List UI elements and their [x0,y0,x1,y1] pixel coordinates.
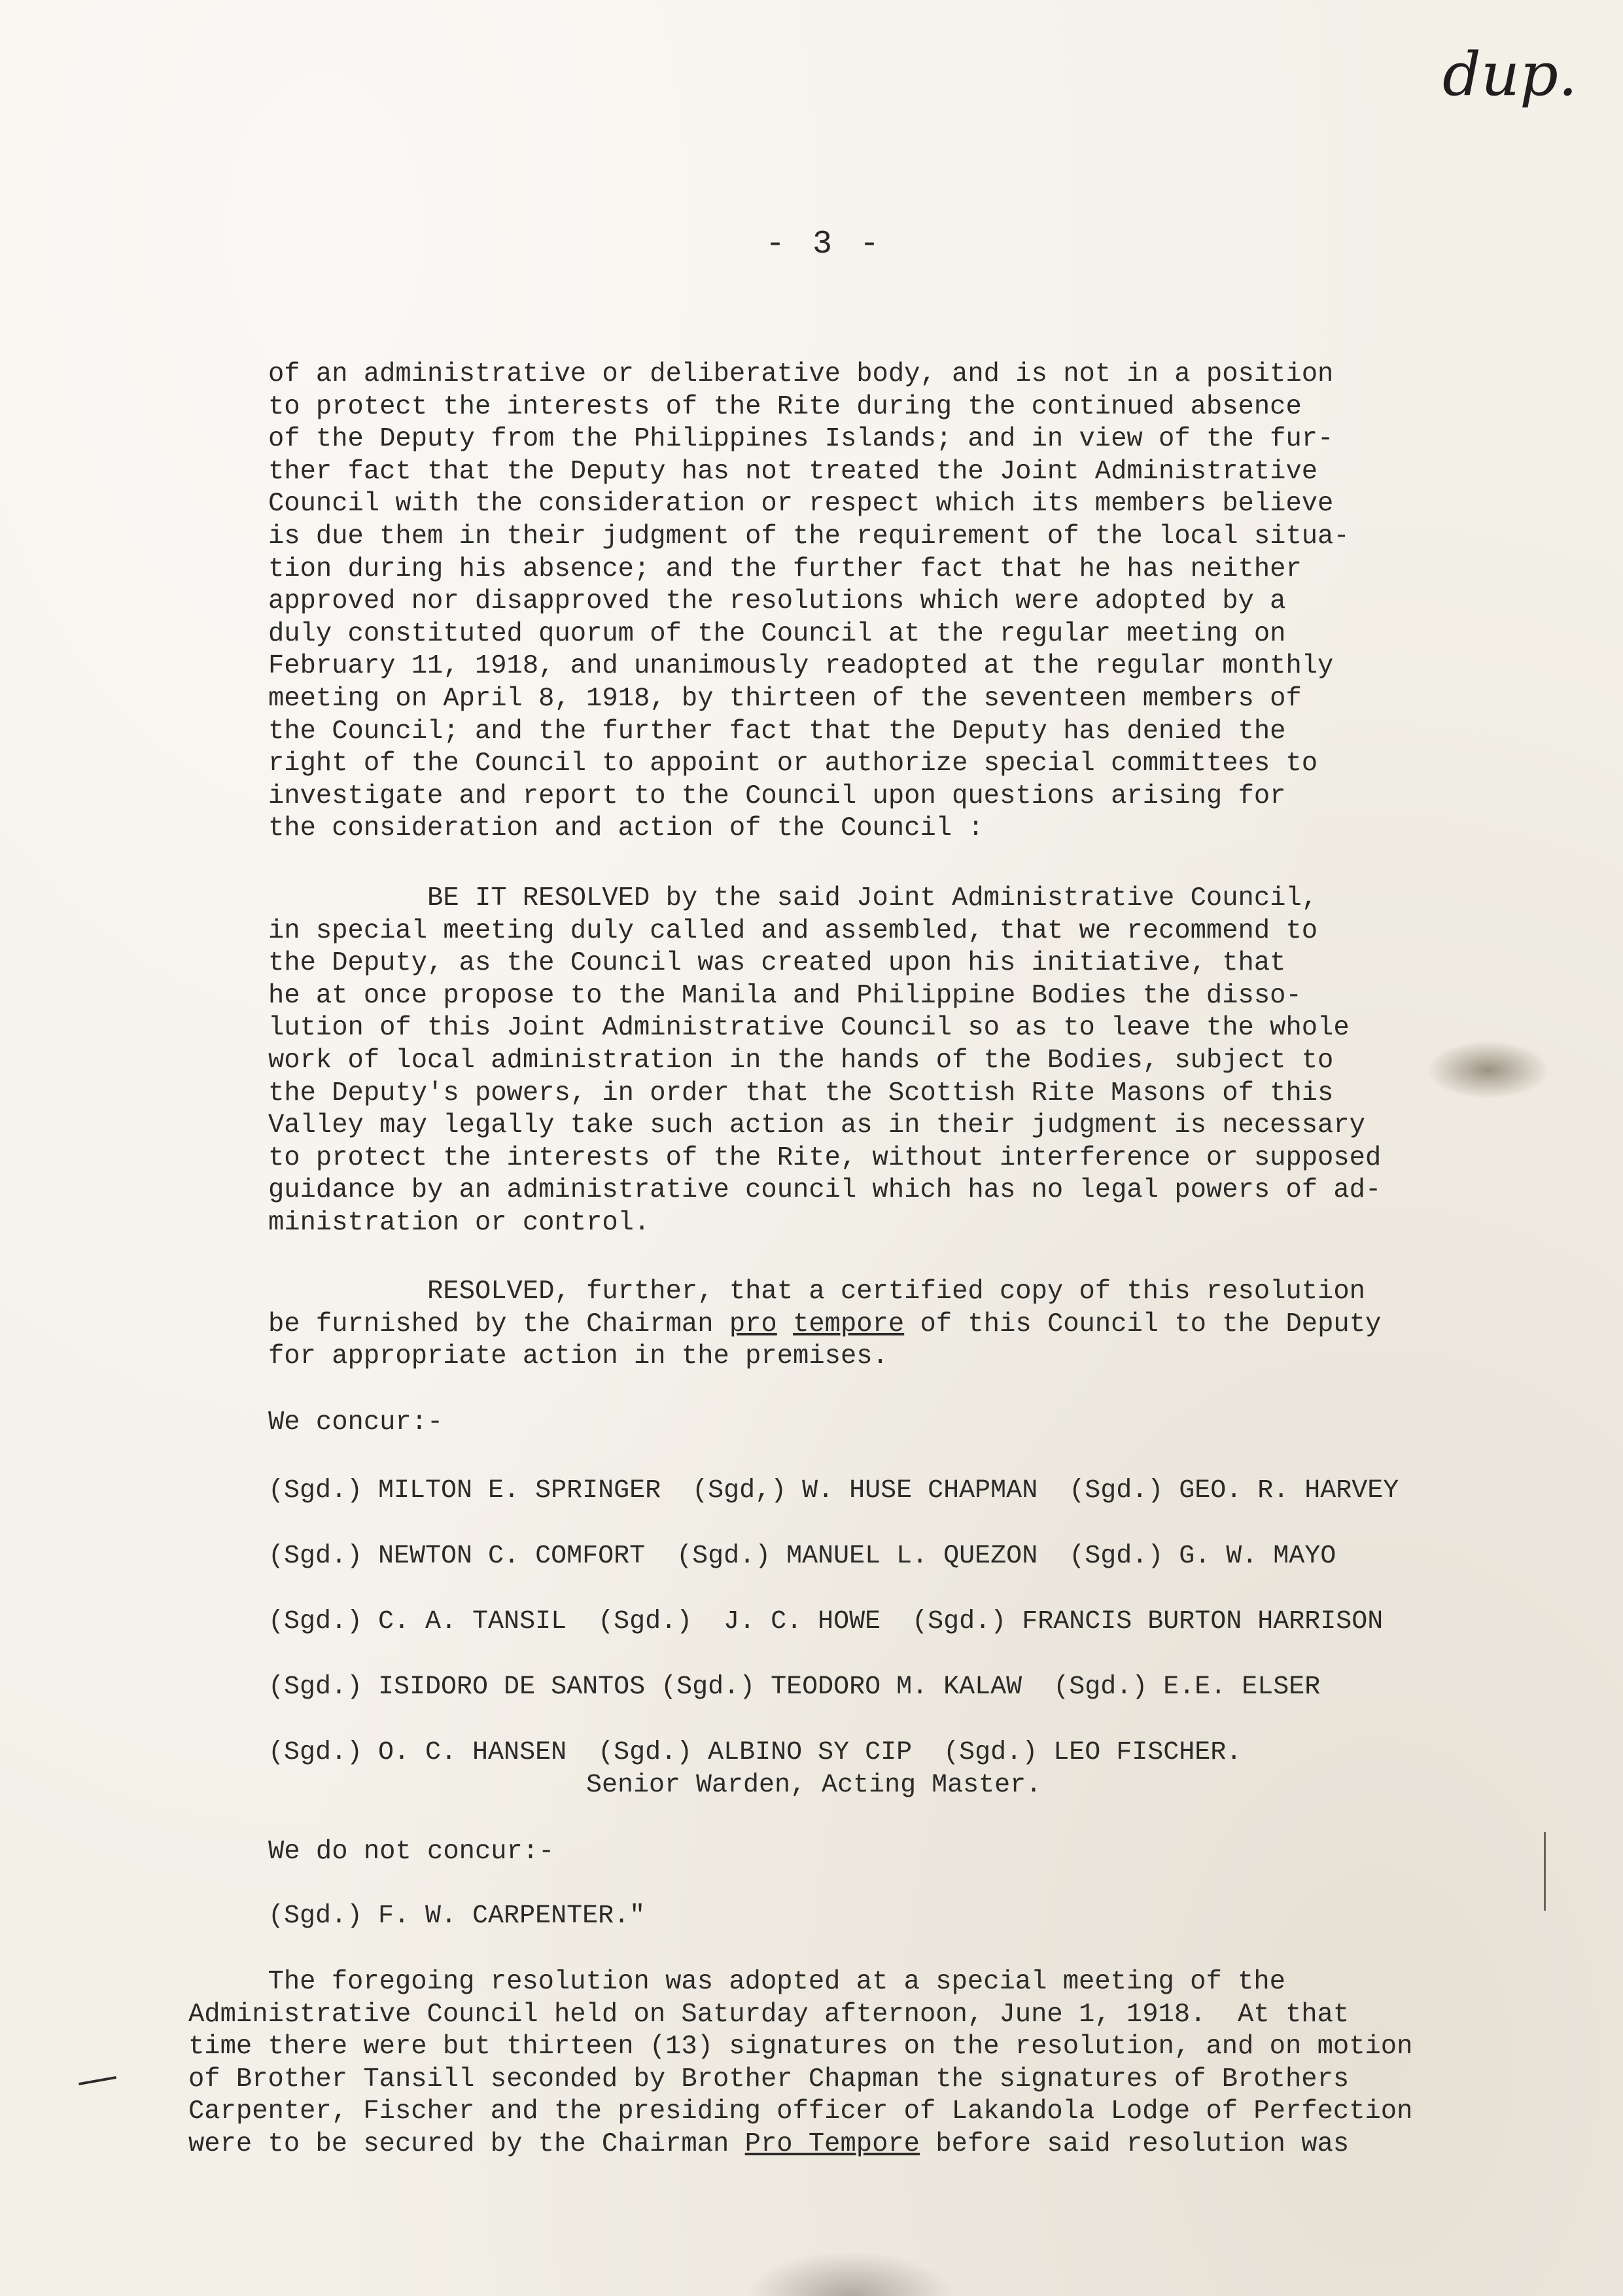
signature-row: (Sgd.) O. C. HANSEN (Sgd.) ALBINO SY CIP (Sgd.) LEO FISCHER. [268,1738,1242,1767]
handwritten-annotation: dup. [1442,39,1578,109]
ink-stain [1426,1040,1550,1099]
margin-mark-right [1544,1832,1546,1911]
signature-row: (Sgd.) NEWTON C. COMFORT (Sgd.) MANUEL L. QUEZON (Sgd.) G. W. MAYO [268,1542,1336,1571]
concur-label: We concur:- [268,1407,444,1438]
paper-fold-shadow [746,2251,955,2296]
margin-mark [79,2076,116,2085]
page-number: - 3 - [765,226,884,263]
tempore-underlined: tempore [793,1309,905,1339]
body-paragraph-1: of an administrative or deliberative body, and is not in a position to protect the interests of the Rite during the continued absence of the Deputy from the Philippines Islands; and in view of the fur- ther fact that the Deputy has not treated the Joint Administrative Council with the consideration or respect which its members believe is due them in their judgment of the requirement of the local situa- tion during his absence; and the further fact that he has neither approved nor disapproved the resolutions which were adopted by a duly constituted quorum of the Council at the regular meeting on February 11, 1918, and unanimously readopted at the regular monthly meeting on April 8, 1918, by thirteen of the seventeen members of the Council; and the further fact that the Deputy has denied the right of the Council to appoint or authorize special committees to investigate and report to the Council upon questions arising for the consideration and action of the Council : [268,359,1350,844]
further-resolution-line-2-start: be furnished by the Chairman [268,1309,729,1339]
word-space [777,1309,793,1339]
signature-row: (Sgd.) C. A. TANSIL (Sgd.) J. C. HOWE (Sgd.) FRANCIS BURTON HARRISON [268,1607,1384,1636]
not-concur-signature: (Sgd.) F. W. CARPENTER." [268,1901,646,1931]
closing-paragraph-lines: The foregoing resolution was adopted at a special meeting of the Administrative Council held on Saturday afternoon, June 1, 1918. At that time there were but thirteen (13) signatures on the resolution, and on motion of Brother Tansill seconded by Brother Chapman the signatures of Brothers Carpenter, Fischer and the presiding officer of Lakandola Lodge of Perfection [188,1967,1413,2127]
not-concur-label: We do not concur:- [268,1837,555,1867]
further-resolution-line-2-end: of this Council to the Deputy [904,1309,1382,1339]
pro-underlined: pro [729,1309,777,1339]
signature-row: (Sgd.) ISIDORO DE SANTOS (Sgd.) TEODORO M. KALAW (Sgd.) E.E. ELSER [268,1672,1321,1702]
further-resolution-line-1: RESOLVED, further, that a certified copy of this resolution [268,1277,1365,1307]
signature-title: Senior Warden, Acting Master. [586,1771,1042,1800]
further-resolution-line-3: for appropriate action in the premises. [268,1341,888,1372]
closing-last-line-start: were to be secured by the Chairman [188,2128,745,2159]
closing-paragraph [188,1966,1412,2161]
closing-last-line-end: before said resolution was [919,2128,1350,2159]
resolution-paragraph: BE IT RESOLVED by the said Joint Administrative Council, in special meeting duly called and assembled, that we recommend to the Deputy, as the Council was created upon his initiative, that he at once propose to the Manila and Philippine Bodies the disso- lution of this Joint Administrative Council so as to leave the whole work of local administration in the hands of the Bodies, subject to the Deputy's powers, in order that the Scottish Rite Masons of this Valley may legally take such action as in their judgment is necessary to protect the interests of the Rite, without interference or supposed guidance by an administrative council which has no legal powers of ad- ministration or control. [268,883,1382,1238]
pro-tempore-underlined: Pro Tempore [744,2128,920,2159]
further-resolution-paragraph [268,1276,1381,1373]
signature-row: (Sgd.) MILTON E. SPRINGER (Sgd,) W. HUSE CHAPMAN (Sgd.) GEO. R. HARVEY [268,1476,1399,1506]
